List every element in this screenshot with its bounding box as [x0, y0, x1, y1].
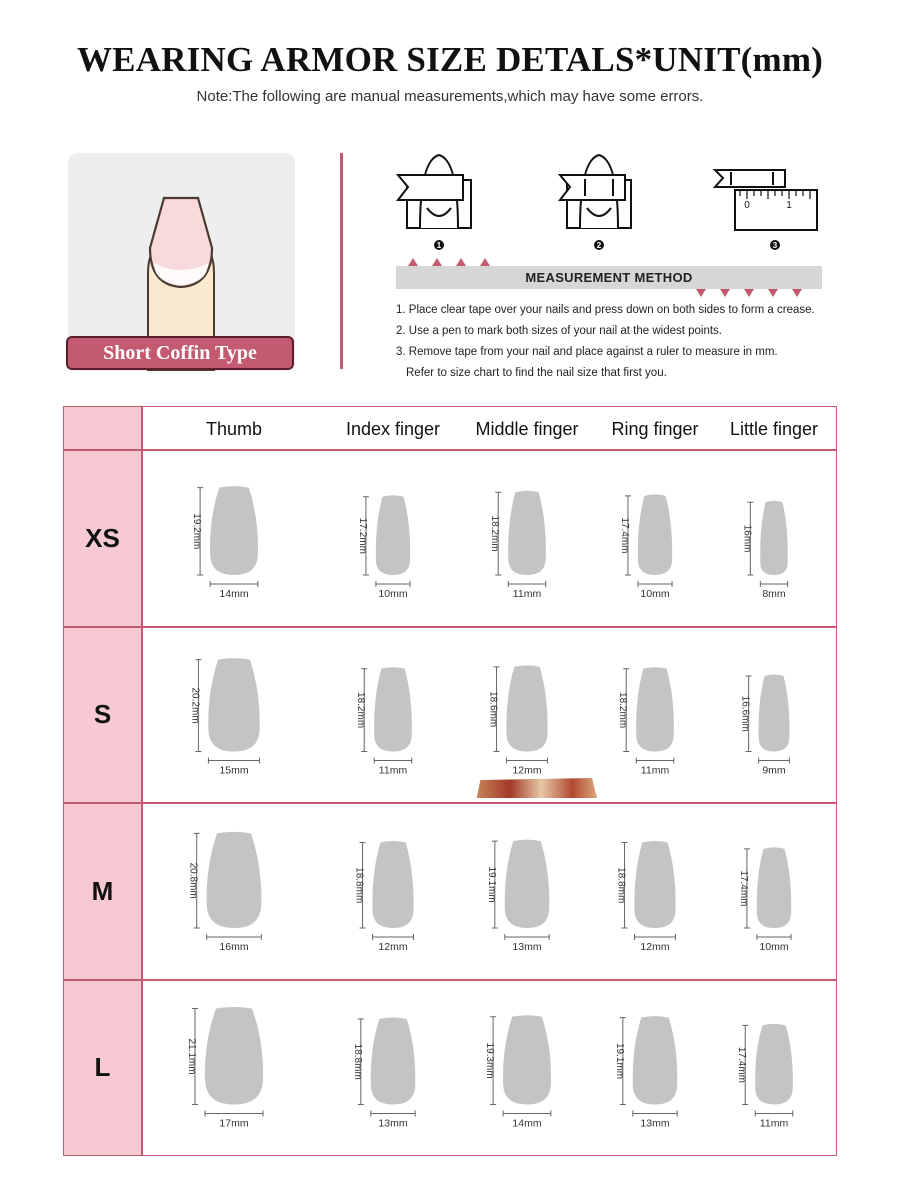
- step-3-ruler-diagram: [715, 170, 817, 230]
- nail-length-label: 16mm: [741, 524, 753, 553]
- nail-width-label: 11mm: [640, 764, 670, 777]
- size-label-m: M: [91, 875, 114, 906]
- nail-width-label: 12mm: [640, 941, 670, 953]
- nail-xs-3: [619, 494, 672, 600]
- instruction-step-1: 1. Place clear tape over your nails and press down on both sides to form a crease.: [396, 304, 815, 316]
- step-1-diagram: [398, 155, 471, 228]
- size-label-s: S: [93, 699, 112, 730]
- nail-length-label: 18.2mm: [489, 515, 501, 552]
- nail-shape: [634, 841, 675, 928]
- nail-length-label: 17.2mm: [356, 517, 368, 554]
- nail-shape: [506, 665, 547, 751]
- nail-length-label: 20.2mm: [189, 687, 201, 724]
- nail-type-label: Short Coffin Type: [66, 336, 294, 370]
- width-dimension-line: [207, 934, 262, 940]
- nail-shape: [208, 658, 259, 751]
- nail-l-1: [352, 1017, 415, 1129]
- column-header-middle-finger: Middle finger: [475, 419, 579, 439]
- nail-shape: [505, 840, 550, 928]
- width-dimension-line: [210, 581, 258, 587]
- nail-xs-4: [741, 501, 787, 600]
- nail-width-label: 10mm: [378, 588, 408, 600]
- nail-width-label: 14mm: [219, 588, 249, 600]
- nail-s-1: [355, 667, 412, 776]
- width-dimension-line: [376, 581, 410, 587]
- nail-shape: [759, 674, 790, 751]
- step-1-number: 1: [436, 241, 442, 250]
- width-dimension-line: [638, 581, 672, 587]
- section-divider: [340, 153, 343, 369]
- nail-xs-2: [489, 491, 546, 600]
- row-divider: [64, 802, 836, 804]
- nail-m-3: [616, 841, 676, 953]
- measurement-method-title: MEASUREMENT METHOD: [525, 270, 693, 285]
- nail-shape: [376, 495, 410, 575]
- width-dimension-line: [633, 1111, 677, 1117]
- nail-width-label: 12mm: [512, 764, 542, 777]
- width-dimension-line: [505, 934, 549, 940]
- row-divider: [64, 979, 836, 981]
- nail-length-label: 18.2mm: [617, 692, 629, 729]
- nail-m-1: [354, 841, 414, 953]
- nail-length-label: 21.1mm: [186, 1038, 197, 1075]
- nail-width-label: 14mm: [512, 1117, 542, 1130]
- nail-shape: [508, 491, 546, 575]
- column-header-ring-finger: Ring finger: [611, 419, 699, 439]
- width-dimension-line: [373, 934, 414, 940]
- instruction-step-3: 3. Remove tape from your nail and place against a ruler to measure in mm.: [396, 346, 778, 358]
- size-label-l: L: [94, 1052, 111, 1083]
- width-dimension-line: [371, 1111, 415, 1117]
- nail-shape: [207, 832, 262, 928]
- nail-length-label: 18.8mm: [353, 867, 365, 904]
- column-header-thumb: Thumb: [205, 419, 263, 439]
- nail-width-label: 9mm: [762, 764, 786, 777]
- nail-length-label: 19.1mm: [485, 866, 497, 903]
- nail-length-label: 19.1mm: [613, 1042, 625, 1080]
- nail-width-label: 17mm: [219, 1117, 249, 1130]
- nail-shape: [633, 1016, 678, 1104]
- nail-shape: [503, 1015, 551, 1104]
- width-dimension-line: [508, 581, 546, 587]
- nail-m-4: [738, 847, 791, 953]
- nail-length-label: 19.3mm: [484, 1042, 496, 1079]
- nail-length-label: 17.4mm: [737, 870, 749, 907]
- width-dimension-line: [755, 1111, 793, 1117]
- nail-m-0: [188, 832, 262, 953]
- size-chart-table: [63, 406, 837, 1156]
- nail-width-label: 11mm: [378, 764, 408, 777]
- nail-shape: [636, 667, 674, 751]
- nail-length-label: 16.6mm: [739, 695, 751, 732]
- nail-shape: [638, 494, 672, 575]
- nail-s-2: [488, 665, 548, 776]
- nail-width-label: 10mm: [640, 588, 670, 600]
- width-dimension-line: [759, 758, 790, 764]
- nail-length-label: 18.6mm: [487, 691, 499, 728]
- nail-width-label: 8mm: [762, 588, 786, 600]
- measurement-method-bar: [396, 266, 822, 289]
- nail-width-label: 13mm: [512, 941, 542, 953]
- width-dimension-line: [760, 581, 787, 587]
- nail-s-3: [617, 667, 674, 776]
- nail-length-label: 17.4mm: [618, 517, 630, 554]
- nail-s-4: [740, 674, 790, 776]
- step-2-number: 2: [596, 241, 602, 250]
- nail-shape: [760, 501, 788, 575]
- nail-l-4: [736, 1024, 793, 1130]
- nail-width-label: 10mm: [759, 941, 789, 953]
- nail-l-3: [614, 1016, 677, 1129]
- nail-shape: [757, 847, 791, 928]
- width-dimension-line: [635, 934, 676, 940]
- step-3-number: 3: [772, 241, 778, 250]
- nail-width-label: 15mm: [219, 764, 249, 777]
- nail-width-label: 13mm: [640, 1117, 670, 1130]
- nail-width-label: 11mm: [512, 588, 542, 600]
- nail-shape: [210, 486, 258, 575]
- measurement-note: Note:The following are manual measurements,which may have some errors.: [196, 88, 704, 105]
- product-photo-fragment: [473, 778, 597, 798]
- nail-m-2: [486, 840, 549, 953]
- nail-shape: [371, 1017, 416, 1104]
- nail-shape: [205, 1007, 263, 1105]
- nail-width-label: 11mm: [759, 1117, 789, 1130]
- width-dimension-line: [636, 758, 674, 764]
- ruler-label-1: 1: [786, 200, 792, 211]
- nail-l-2: [484, 1015, 551, 1129]
- nail-width-label: 12mm: [378, 941, 408, 953]
- nail-shape: [755, 1024, 793, 1105]
- width-dimension-line: [757, 934, 791, 940]
- ruler-label-0: 0: [744, 200, 750, 211]
- step-2-diagram: [560, 155, 631, 228]
- measurement-steps-diagram: [390, 150, 830, 260]
- width-dimension-line: [503, 1111, 551, 1117]
- nail-shape: [372, 841, 413, 928]
- width-dimension-line: [208, 758, 259, 764]
- column-header-index-finger: Index finger: [345, 419, 441, 439]
- width-dimension-line: [374, 758, 412, 764]
- nail-width-label: 13mm: [378, 1117, 408, 1130]
- width-dimension-line: [507, 758, 548, 764]
- column-header-little-finger: Little finger: [729, 419, 819, 439]
- nail-s-0: [189, 658, 259, 776]
- width-dimension-line: [205, 1111, 263, 1117]
- nail-length-label: 17.4mm: [736, 1046, 748, 1083]
- row-divider: [64, 626, 836, 628]
- nail-length-label: 18.8mm: [351, 1043, 363, 1080]
- nail-l-0: [186, 1007, 263, 1130]
- nail-xs-0: [191, 486, 258, 600]
- instruction-step-2: 2. Use a pen to mark both sizes of your nail at the widest points.: [396, 325, 723, 337]
- nail-width-label: 16mm: [219, 941, 249, 953]
- nail-size-grid: [64, 407, 836, 1155]
- page-title: WEARING ARMOR SIZE DETALS*UNIT(mm): [76, 40, 824, 79]
- instruction-step-4: Refer to size chart to find the nail size that first you.: [406, 367, 667, 379]
- nail-xs-1: [357, 495, 410, 600]
- nail-length-label: 20.8mm: [187, 862, 199, 899]
- nail-length-label: 19.2mm: [191, 513, 203, 550]
- nail-length-label: 18.2mm: [355, 692, 367, 729]
- nail-length-label: 18.8mm: [615, 867, 627, 904]
- nail-shape: [374, 667, 412, 751]
- measurement-instructions: [396, 300, 815, 384]
- size-label-xs: XS: [85, 522, 120, 553]
